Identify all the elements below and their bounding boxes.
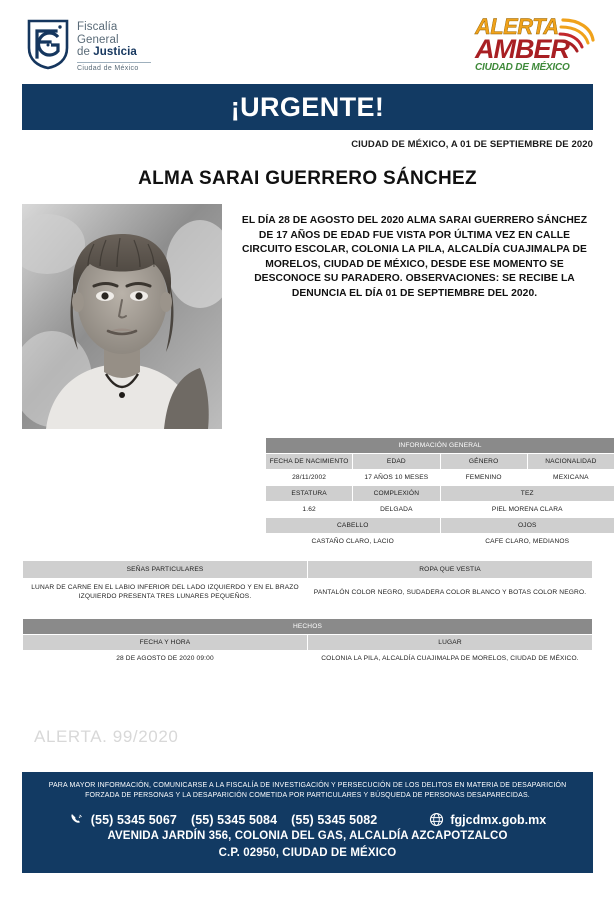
table-row (23, 579, 593, 606)
phone-3[interactable]: (55) 5345 5082 (291, 812, 378, 827)
header-edad: EDAD (353, 454, 440, 470)
fgj-line-fiscalia: Fiscalía (77, 21, 118, 33)
value-complexion: DELGADA (353, 502, 440, 518)
phone-list (91, 813, 378, 827)
header-ojos: OJOS (440, 518, 615, 534)
amber-alert-logo (475, 16, 593, 74)
value-tez: PIEL MORENA CLARA (440, 502, 615, 518)
fgj-line-justicia: de Justicia (77, 46, 137, 59)
value-senas-particulares: LUNAR DE CARNE EN EL LABIO INFERIOR DEL LADO IZQUIERDO Y EN EL BRAZO IZQUIERDO PRESENTA TRES LUNARES PEQUEÑOS. (23, 579, 308, 606)
footer-address-line-1: AVENIDA JARDÍN 356, COLONIA DEL GAS, ALCALDÍA AZCAPOTZALCO (107, 830, 508, 842)
urgent-label: ¡URGENTE! (230, 91, 385, 122)
main-content-row (22, 204, 593, 429)
website-group[interactable] (429, 812, 546, 827)
table-row (266, 534, 615, 550)
amber-logo-city: CIUDAD DE MÉXICO (475, 62, 570, 73)
hechos-title: HECHOS (23, 619, 593, 635)
header-fecha-nacimiento: FECHA DE NACIMIENTO (266, 454, 353, 470)
page-title: ALMA SARAI GUERRERO SÁNCHEZ (138, 168, 477, 189)
value-fecha-y-hora: 28 DE AGOSTO DE 2020 09:00 (23, 651, 308, 667)
table-row (23, 561, 593, 579)
amber-logo-amber: AMBER (475, 34, 569, 64)
value-fecha-nacimiento: 28/11/2002 (266, 470, 353, 486)
header-fecha-y-hora: FECHA Y HORA (23, 635, 308, 651)
general-info-table (265, 437, 615, 550)
fgj-logo (26, 18, 151, 72)
table-row (23, 619, 593, 635)
header-genero: GÉNERO (440, 454, 527, 470)
table-row (23, 651, 593, 667)
contact-row (36, 812, 579, 827)
value-ojos: CAFE CLARO, MEDIANOS (440, 534, 615, 550)
value-ropa-que-vestia: PANTALÓN COLOR NEGRO, SUDADERA COLOR BLANCO Y BOTAS COLOR NEGRO. (308, 579, 593, 606)
fgj-logo-text (77, 18, 151, 72)
amber-swoosh-icon (557, 16, 597, 62)
particulars-table (22, 560, 593, 606)
value-edad: 17 AÑOS 10 MESES (353, 470, 440, 486)
header-estatura: ESTATURA (266, 486, 353, 502)
table-row (266, 486, 615, 502)
dateline: CIUDAD DE MÉXICO, A 01 DE SEPTIEMBRE DE 2020 (351, 139, 593, 150)
header-complexion: COMPLEXIÓN (353, 486, 440, 502)
header-tez: TEZ (440, 486, 615, 502)
table-row (266, 438, 615, 454)
fgj-shield-icon (26, 18, 70, 70)
footer-address-line-2: C.P. 02950, CIUDAD DE MÉXICO (218, 847, 397, 859)
fgj-line-general: General (77, 33, 119, 46)
value-cabello: CASTAÑO CLARO, LACIO (266, 534, 441, 550)
header-senas-particulares: SEÑAS PARTICULARES (23, 561, 308, 579)
urgent-banner (22, 84, 593, 130)
amber-logo-alerta: ALERTA (475, 14, 559, 39)
table-row (266, 518, 615, 534)
fgj-divider (77, 62, 151, 63)
website-url[interactable]: fgjcdmx.gob.mx (450, 812, 547, 827)
value-estatura: 1.62 (266, 502, 353, 518)
table-row (23, 635, 593, 651)
photo-illustration (22, 204, 222, 429)
missing-person-photo (22, 204, 222, 429)
value-lugar: COLONIA LA PILA, ALCALDÍA CUAJIMALPA DE MORELOS, CIUDAD DE MÉXICO. (308, 651, 593, 667)
table-row (266, 502, 615, 518)
table-row (266, 470, 615, 486)
value-genero: FEMENINO (440, 470, 527, 486)
phone-2[interactable]: (55) 5345 5084 (190, 812, 278, 827)
header-lugar: LUGAR (308, 635, 593, 651)
phone-1[interactable]: (55) 5345 5067 (90, 812, 177, 827)
poster-footer (22, 772, 593, 873)
fgj-city-label: Ciudad de México (77, 64, 139, 72)
incident-description: EL DÍA 28 DE AGOSTO DEL 2020 ALMA SARAI GUERRERO SÁNCHEZ DE 17 AÑOS DE EDAD FUE VISTA POR ÚLTIMA VEZ EN CALLE CIRCUITO ESCOLAR, COLONIA LA PILA, ALCALDÍA CUAJIMALPA DE MORELOS, CIUDAD DE MÉXICO, DESDE ESE MOMENTO SE DESCONOCE SU PARADERO. OBSERVACIONES: SE RECIBE LA DENUNCIA EL DÍA 01 DE SEPTIEMBRE DEL 2020. (241, 215, 588, 299)
globe-icon (429, 812, 444, 827)
footer-note: PARA MAYOR INFORMACIÓN, COMUNICARSE A LA FISCALÍA DE INVESTIGACIÓN Y PERSECUCIÓN DE LOS DELITOS EN MATERIA DE DESAPARICIÓN FORZADA DE PERSONAS Y LA DESAPARICIÓN COMETIDA POR PARTICULARES Y BÚSQUEDA DE PERSONAS DESAPARECIDAS. (48, 782, 567, 799)
phone-icon (69, 812, 84, 827)
alert-number: ALERTA. 99/2020 (34, 727, 179, 746)
general-info-title: INFORMACIÓN GENERAL (266, 438, 615, 454)
header-cabello: CABELLO (266, 518, 441, 534)
hechos-table (22, 618, 593, 667)
value-nacionalidad: MEXICANA (527, 470, 614, 486)
header-nacionalidad: NACIONALIDAD (527, 454, 614, 470)
poster-header (0, 0, 615, 84)
table-row (266, 454, 615, 470)
header-ropa-que-vestia: ROPA QUE VESTIA (308, 561, 593, 579)
